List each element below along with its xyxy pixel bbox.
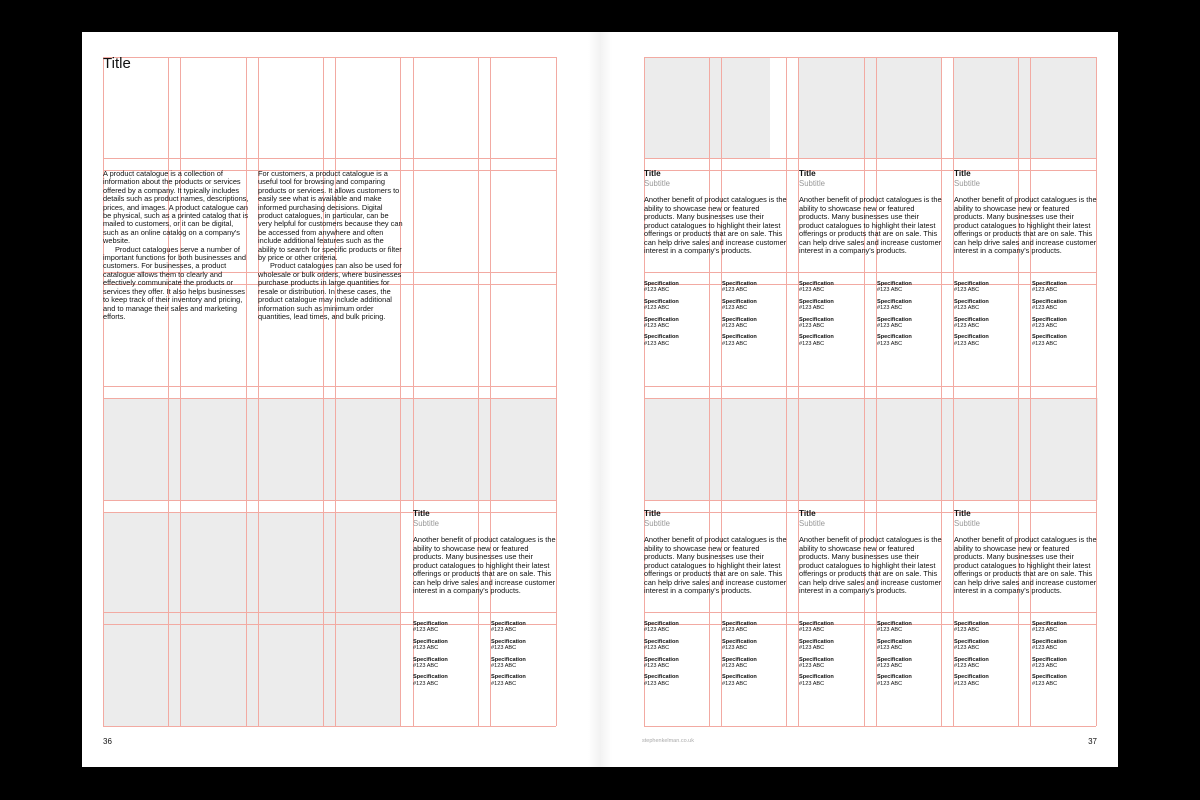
specification-item [954, 674, 1032, 687]
specification-label: Specification [799, 638, 834, 645]
specification-label: Specification [1032, 281, 1067, 287]
specification-value: #123 ABC [1032, 340, 1058, 347]
specification-value: #123 ABC [413, 645, 439, 652]
specification-label: Specification [877, 656, 912, 663]
grid-line-horizontal [644, 398, 1096, 399]
grid-line-horizontal [644, 272, 1096, 273]
grid-line-horizontal [644, 386, 1096, 387]
specification-item [954, 621, 1032, 634]
specification-value: #123 ABC [799, 627, 825, 634]
image-placeholder [953, 57, 1096, 159]
body-paragraph: For customers, a product catalogue is a useful tool for browsing and comparing products or services. It allows customers to easily see what is available and make informed purchasing decisions. Digital product catalogues, in particular, can be very helpful for customers because they can be accessed from anywhere and often include additional features such as the ability to search for specific products or filter by price or other criteria. [258, 169, 403, 263]
specification-item [722, 657, 794, 670]
specification-label: Specification [1032, 638, 1067, 645]
specification-value: #123 ABC [1032, 305, 1058, 312]
card-description: Another benefit of product catalogues is the ability to showcase new or featured products. Many businesses use their product catalogues to highlight their latest offerings or products that are on sale. This can help drive sales and increase customer interest in a company's products. [954, 195, 1097, 255]
card-title: Title [954, 169, 971, 178]
specification-label: Specification [799, 298, 834, 305]
specification-label: Specification [877, 334, 912, 341]
specification-label: Specification [954, 334, 989, 341]
specification-item [954, 334, 1032, 347]
body-paragraph: Product catalogues can also be used for wholesale or bulk orders, where businesses purchase products in large quantities for resale or distribution. In these cases, the product catalogue may include additional information such as minimum order quantities, lead times, and bulk pricing. [258, 261, 402, 321]
specification-item [644, 639, 722, 652]
specification-value: #123 ABC [413, 627, 439, 634]
specification-label: Specification [877, 674, 912, 681]
specification-label: Specification [413, 656, 448, 663]
specification-label: Specification [722, 621, 757, 627]
specification-item [954, 281, 1032, 294]
specification-value: #123 ABC [877, 627, 903, 634]
body-paragraph: A product catalogue is a collection of information about the products or services offered by a company. It typically includes details such as product names, descriptions, prices, and images. A product catalogue can be physical, such as a printed catalog that is mailed to customers, or it can be digital, such as an online catalog on a company's website. [103, 169, 249, 246]
specification-item [1032, 639, 1104, 652]
specification-value: #123 ABC [877, 287, 903, 294]
specification-label: Specification [954, 656, 989, 663]
specification-label: Specification [644, 316, 679, 323]
specification-value: #123 ABC [799, 663, 825, 670]
grid-line-horizontal [644, 57, 1096, 58]
specification-value: #123 ABC [954, 627, 980, 634]
specification-value: #123 ABC [799, 287, 825, 294]
specification-item [644, 281, 722, 294]
specification-item [491, 674, 563, 687]
specification-label: Specification [1032, 674, 1067, 681]
specification-item [722, 639, 794, 652]
card-subtitle: Subtitle [799, 178, 826, 188]
specification-value: #123 ABC [877, 680, 903, 687]
specification-item [954, 299, 1032, 312]
specification-value: #123 ABC [644, 323, 670, 330]
body-paragraph: Product catalogues serve a number of important functions for both businesses and customers. For businesses, a product catalogue allows them to clearly and effectively communicate the products or services they offer. It also helps businesses to keep track of their inventory and pricing, and to manage their sales and marketing efforts. [103, 244, 246, 321]
specification-label: Specification [1032, 334, 1067, 341]
card-title: Title [644, 509, 661, 518]
specification-value: #123 ABC [722, 305, 748, 312]
specification-item [877, 639, 949, 652]
specification-item [722, 299, 794, 312]
grid-line-horizontal [103, 612, 556, 613]
specification-item [877, 317, 949, 330]
specification-label: Specification [877, 638, 912, 645]
card-subtitle: Subtitle [644, 178, 671, 188]
specification-item [954, 639, 1032, 652]
card-title: Title [644, 169, 661, 178]
specification-value: #123 ABC [1032, 663, 1058, 670]
specification-item [799, 317, 877, 330]
card-subtitle: Subtitle [954, 178, 981, 188]
specification-value: #123 ABC [954, 287, 980, 294]
specification-label: Specification [644, 281, 679, 287]
grid-line-horizontal [103, 726, 556, 727]
grid-line-horizontal [644, 158, 1096, 159]
specification-grid [413, 621, 563, 687]
grid-line-horizontal [103, 57, 556, 58]
specification-value: #123 ABC [722, 645, 748, 652]
specification-label: Specification [799, 674, 834, 681]
specification-value: #123 ABC [799, 680, 825, 687]
specification-item [877, 299, 949, 312]
product-card [954, 169, 1099, 256]
specification-label: Specification [644, 674, 679, 681]
specification-label: Specification [877, 621, 912, 627]
specification-item [722, 334, 794, 347]
card-title: Title [799, 509, 816, 518]
specification-value: #123 ABC [644, 663, 670, 670]
specification-grid [954, 621, 1104, 687]
specification-label: Specification [799, 281, 834, 287]
card-description: Another benefit of product catalogues is the ability to showcase new or featured products. Many businesses use their product catalogues to highlight their latest offerings or products that are on sale. This can help drive sales and increase customer interest in a company's products. [413, 535, 556, 595]
specification-label: Specification [799, 656, 834, 663]
card-description: Another benefit of product catalogues is the ability to showcase new or featured products. Many businesses use their product catalogues to highlight their latest offerings or products that are on sale. This can help drive sales and increase customer interest in a company's products. [799, 195, 942, 255]
specification-value: #123 ABC [877, 323, 903, 330]
specification-value: #123 ABC [644, 287, 670, 294]
specification-item [644, 657, 722, 670]
card-subtitle: Subtitle [644, 518, 671, 528]
magazine-spread [82, 32, 1118, 767]
specification-value: #123 ABC [644, 340, 670, 347]
specification-item [722, 281, 794, 294]
specification-item [877, 281, 949, 294]
specification-item [799, 281, 877, 294]
body-text-column-1 [103, 170, 249, 321]
specification-label: Specification [413, 638, 448, 645]
specification-value: #123 ABC [799, 323, 825, 330]
specification-item [799, 334, 877, 347]
specification-item [413, 639, 491, 652]
specification-label: Specification [799, 334, 834, 341]
specification-grid [799, 281, 949, 347]
specification-item [491, 621, 563, 634]
specification-item [799, 299, 877, 312]
specification-label: Specification [722, 281, 757, 287]
specification-value: #123 ABC [1032, 323, 1058, 330]
specification-item [954, 657, 1032, 670]
card-subtitle: Subtitle [799, 518, 826, 528]
page-number-right: 37 [1088, 737, 1097, 746]
specification-label: Specification [722, 656, 757, 663]
specification-label: Specification [722, 674, 757, 681]
specification-label: Specification [491, 638, 526, 645]
specification-item [413, 621, 491, 634]
specification-label: Specification [1032, 621, 1067, 627]
specification-value: #123 ABC [954, 340, 980, 347]
right-page [600, 32, 1118, 767]
card-description: Another benefit of product catalogues is the ability to showcase new or featured products. Many businesses use their product catalogues to highlight their latest offerings or products that are on sale. This can help drive sales and increase customer interest in a company's products. [799, 535, 942, 595]
specification-item [491, 639, 563, 652]
specification-label: Specification [877, 281, 912, 287]
card-subtitle: Subtitle [954, 518, 981, 528]
website-url: stephenkelman.co.uk [642, 738, 694, 744]
specification-label: Specification [491, 621, 526, 627]
specification-item [491, 657, 563, 670]
specification-value: #123 ABC [644, 680, 670, 687]
specification-value: #123 ABC [491, 627, 517, 634]
specification-label: Specification [413, 621, 448, 627]
specification-item [644, 334, 722, 347]
specification-value: #123 ABC [722, 627, 748, 634]
specification-value: #123 ABC [877, 663, 903, 670]
specification-grid [799, 621, 949, 687]
specification-value: #123 ABC [722, 680, 748, 687]
specification-item [799, 621, 877, 634]
specification-label: Specification [877, 316, 912, 323]
specification-item [644, 317, 722, 330]
product-card [799, 169, 944, 256]
specification-item [877, 657, 949, 670]
card-title: Title [413, 509, 430, 518]
grid-line-horizontal [103, 500, 556, 501]
page-title: Title [103, 55, 131, 72]
image-placeholder [798, 57, 942, 159]
card-title: Title [799, 169, 816, 178]
specification-label: Specification [644, 621, 679, 627]
specification-item [1032, 657, 1104, 670]
image-placeholder-left-bottom [103, 512, 400, 726]
specification-label: Specification [954, 621, 989, 627]
specification-value: #123 ABC [491, 663, 517, 670]
specification-item [644, 674, 722, 687]
specification-label: Specification [722, 316, 757, 323]
specification-value: #123 ABC [954, 680, 980, 687]
specification-value: #123 ABC [491, 645, 517, 652]
specification-label: Specification [1032, 656, 1067, 663]
grid-line-horizontal [644, 726, 1096, 727]
specification-item [1032, 299, 1104, 312]
specification-item [722, 317, 794, 330]
grid-line-horizontal [644, 500, 1096, 501]
specification-value: #123 ABC [722, 663, 748, 670]
specification-label: Specification [491, 674, 526, 681]
specification-label: Specification [954, 281, 989, 287]
specification-label: Specification [877, 298, 912, 305]
specification-value: #123 ABC [877, 645, 903, 652]
specification-value: #123 ABC [877, 340, 903, 347]
specification-label: Specification [644, 298, 679, 305]
specification-grid [644, 281, 794, 347]
left-page [82, 32, 600, 767]
specification-label: Specification [799, 316, 834, 323]
product-card [644, 169, 789, 256]
specification-item [722, 674, 794, 687]
specification-value: #123 ABC [954, 663, 980, 670]
specification-label: Specification [954, 298, 989, 305]
card-description: Another benefit of product catalogues is the ability to showcase new or featured products. Many businesses use their product catalogues to highlight their latest offerings or products that are on sale. This can help drive sales and increase customer interest in a company's products. [644, 535, 787, 595]
grid-line-horizontal [644, 612, 1096, 613]
specification-value: #123 ABC [491, 680, 517, 687]
body-text-column-2 [258, 170, 403, 321]
specification-value: #123 ABC [722, 340, 748, 347]
specification-label: Specification [954, 316, 989, 323]
specification-value: #123 ABC [1032, 627, 1058, 634]
specification-item [413, 674, 491, 687]
specification-value: #123 ABC [954, 305, 980, 312]
specification-label: Specification [1032, 316, 1067, 323]
specification-label: Specification [644, 656, 679, 663]
product-card [954, 509, 1099, 596]
specification-label: Specification [722, 638, 757, 645]
card-description: Another benefit of product catalogues is the ability to showcase new or featured products. Many businesses use their product catalogues to highlight their latest offerings or products that are on sale. This can help drive sales and increase customer interest in a company's products. [954, 535, 1097, 595]
gutter-shadow [588, 32, 612, 767]
product-card [799, 509, 944, 596]
image-placeholder-left-middle [103, 398, 556, 500]
specification-value: #123 ABC [722, 287, 748, 294]
specification-value: #123 ABC [954, 645, 980, 652]
specification-label: Specification [644, 638, 679, 645]
specification-item [1032, 281, 1104, 294]
specification-item [1032, 317, 1104, 330]
specification-label: Specification [413, 674, 448, 681]
product-card [644, 509, 789, 596]
specification-value: #123 ABC [644, 645, 670, 652]
specification-value: #123 ABC [722, 323, 748, 330]
specification-item [1032, 621, 1104, 634]
specification-item [799, 657, 877, 670]
specification-label: Specification [722, 298, 757, 305]
grid-line-horizontal [103, 158, 556, 159]
specification-label: Specification [1032, 298, 1067, 305]
specification-item [799, 674, 877, 687]
specification-value: #123 ABC [644, 305, 670, 312]
specification-item [644, 299, 722, 312]
specification-label: Specification [954, 674, 989, 681]
specification-label: Specification [722, 334, 757, 341]
specification-item [644, 621, 722, 634]
specification-item [877, 621, 949, 634]
page-number-left: 36 [103, 737, 112, 746]
specification-value: #123 ABC [413, 663, 439, 670]
specification-item [413, 657, 491, 670]
specification-value: #123 ABC [1032, 645, 1058, 652]
specification-value: #123 ABC [413, 680, 439, 687]
grid-line-horizontal [103, 398, 556, 399]
specification-value: #123 ABC [954, 323, 980, 330]
specification-item [1032, 674, 1104, 687]
specification-value: #123 ABC [799, 340, 825, 347]
card-subtitle: Subtitle [413, 518, 440, 528]
specification-grid [954, 281, 1104, 347]
card-title: Title [954, 509, 971, 518]
image-placeholder [644, 57, 770, 159]
specification-value: #123 ABC [799, 645, 825, 652]
specification-label: Specification [799, 621, 834, 627]
specification-item [799, 639, 877, 652]
specification-item [877, 674, 949, 687]
grid-line-horizontal [103, 386, 556, 387]
specification-grid [644, 621, 794, 687]
specification-value: #123 ABC [644, 627, 670, 634]
product-card [413, 509, 558, 596]
specification-label: Specification [644, 334, 679, 341]
specification-item [877, 334, 949, 347]
specification-label: Specification [491, 656, 526, 663]
specification-value: #123 ABC [799, 305, 825, 312]
specification-item [954, 317, 1032, 330]
specification-item [722, 621, 794, 634]
specification-value: #123 ABC [1032, 680, 1058, 687]
specification-value: #123 ABC [1032, 287, 1058, 294]
card-description: Another benefit of product catalogues is the ability to showcase new or featured products. Many businesses use their product catalogues to highlight their latest offerings or products that are on sale. This can help drive sales and increase customer interest in a company's products. [644, 195, 787, 255]
specification-item [1032, 334, 1104, 347]
specification-value: #123 ABC [877, 305, 903, 312]
specification-label: Specification [954, 638, 989, 645]
